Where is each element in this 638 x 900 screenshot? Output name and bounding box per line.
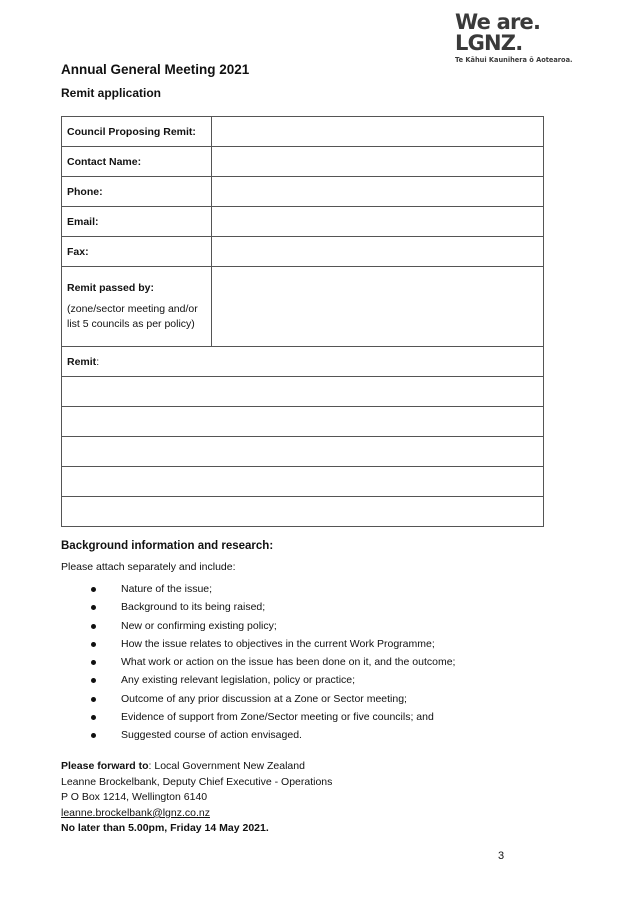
- page-title: Annual General Meeting 2021: [61, 62, 250, 77]
- list-item: [61, 580, 561, 598]
- forward-block: [61, 759, 332, 837]
- remit-line: [62, 377, 544, 407]
- field-label: Fax:: [62, 237, 212, 267]
- forward-line-1: [61, 759, 332, 775]
- forward-address: P O Box 1214, Wellington 6140: [61, 791, 208, 804]
- list-item: [61, 635, 561, 653]
- remit-label-colon: :: [96, 355, 100, 368]
- remit-line-input[interactable]: [62, 467, 544, 497]
- list-item: [61, 671, 561, 689]
- bullet-icon: [91, 605, 96, 610]
- remit-line: [62, 497, 544, 527]
- form-row-council: [62, 117, 544, 147]
- forward-email-link[interactable]: leanne.brockelbank@lgnz.co.nz: [61, 806, 210, 819]
- remit-label-cell: [62, 347, 544, 377]
- contact-name-input-cell[interactable]: [212, 147, 544, 177]
- field-label: Email:: [62, 207, 212, 237]
- form-row-contact-name: [62, 147, 544, 177]
- list-item-text: New or confirming existing policy;: [121, 619, 277, 632]
- background-intro: Please attach separately and include:: [61, 561, 236, 573]
- remit-line-input[interactable]: [62, 497, 544, 527]
- background-heading: Background information and research:: [61, 540, 274, 552]
- bullet-icon: [91, 715, 96, 720]
- remit-passed-by-label: Remit passed by:: [67, 281, 154, 294]
- list-item-text: Evidence of support from Zone/Sector meeting or five councils; and: [121, 711, 434, 724]
- bullet-icon: [91, 733, 96, 738]
- bullet-icon: [91, 678, 96, 683]
- remit-line-input[interactable]: [62, 377, 544, 407]
- forward-deadline: No later than 5.00pm, Friday 14 May 2021.: [61, 822, 269, 835]
- background-list: [61, 580, 561, 745]
- lgnz-logo: [455, 12, 585, 64]
- bullet-icon: [91, 587, 96, 592]
- remit-form-table: [61, 116, 544, 527]
- remit-label: Remit: [67, 355, 97, 368]
- list-item: [61, 690, 561, 708]
- list-item-text: What work or action on the issue has been done on it, and the outcome;: [121, 656, 456, 669]
- remit-line: [62, 407, 544, 437]
- bullet-icon: [91, 642, 96, 647]
- remit-line: [62, 467, 544, 497]
- remit-passed-by-note: (zone/sector meeting and/or list 5 councils as per policy): [67, 302, 198, 330]
- form-row-remit-passed-by: [62, 267, 544, 347]
- list-item: [61, 708, 561, 726]
- form-row-phone: [62, 177, 544, 207]
- list-item-text: Background to its being raised;: [121, 601, 266, 614]
- fax-input-cell[interactable]: [212, 237, 544, 267]
- bullet-icon: [91, 660, 96, 665]
- bullet-icon: [91, 697, 96, 702]
- remit-line-input[interactable]: [62, 407, 544, 437]
- list-item-text: Nature of the issue;: [121, 583, 213, 595]
- field-label: Phone:: [62, 177, 212, 207]
- list-item: [61, 726, 561, 744]
- page-number: 3: [498, 850, 505, 862]
- email-input-cell[interactable]: [212, 207, 544, 237]
- field-label: Council Proposing Remit:: [62, 117, 212, 147]
- forward-label: Please forward to: [61, 760, 149, 772]
- logo-line-2: LGNZ.: [455, 31, 523, 55]
- form-row-remit-header: [62, 347, 544, 377]
- bullet-icon: [91, 624, 96, 629]
- forward-org: : Local Government New Zealand: [148, 760, 305, 772]
- forward-contact: Leanne Brockelbank, Deputy Chief Executive - Operations: [61, 775, 333, 788]
- phone-input-cell[interactable]: [212, 177, 544, 207]
- logo-tagline: Te Kāhui Kaunihera ō Aotearoa.: [455, 56, 573, 64]
- field-label: Contact Name:: [62, 147, 212, 177]
- remit-passed-by-label-cell: [62, 267, 212, 347]
- list-item: [61, 617, 561, 635]
- remit-passed-by-input-cell[interactable]: [212, 267, 544, 347]
- form-row-fax: [62, 237, 544, 267]
- council-input-cell[interactable]: [212, 117, 544, 147]
- list-item: [61, 653, 561, 671]
- list-item-text: Any existing relevant legislation, policy or practice;: [121, 674, 356, 687]
- remit-line-input[interactable]: [62, 437, 544, 467]
- list-item-text: How the issue relates to objectives in the current Work Programme;: [121, 637, 435, 650]
- list-item-text: Suggested course of action envisaged.: [121, 729, 302, 742]
- list-item: [61, 598, 561, 616]
- list-item-text: Outcome of any prior discussion at a Zone or Sector meeting;: [121, 692, 407, 705]
- remit-line: [62, 437, 544, 467]
- page-subtitle: Remit application: [61, 86, 162, 100]
- logo-line-1: We are.: [455, 10, 541, 34]
- form-row-email: [62, 207, 544, 237]
